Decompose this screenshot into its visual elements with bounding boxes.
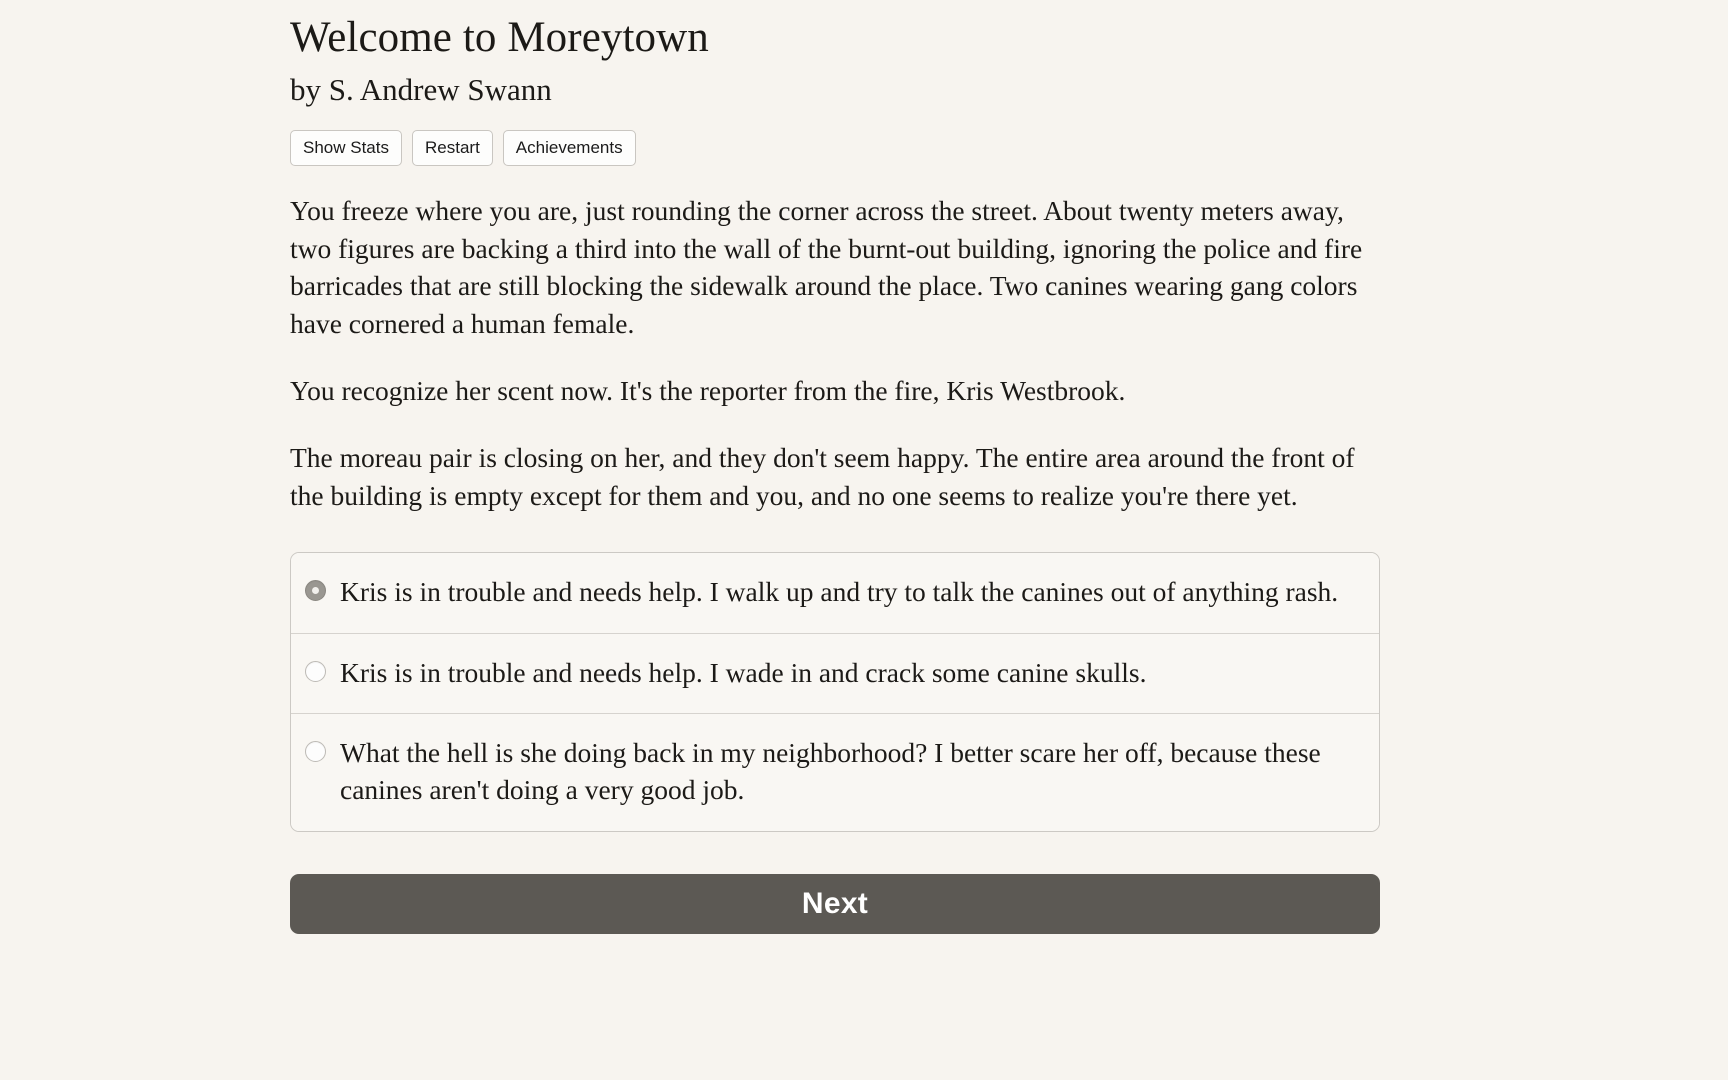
restart-button[interactable]: Restart [412,130,493,166]
page-title: Welcome to Moreytown [290,14,709,61]
achievements-button[interactable]: Achievements [503,130,636,166]
choice-list [290,552,1380,832]
content-column [290,14,1450,934]
story-text [290,192,1450,514]
next-button[interactable]: Next [290,874,1380,934]
show-stats-button[interactable]: Show Stats [290,130,402,166]
radio-button-icon[interactable] [305,661,326,682]
choice-option-label: Kris is in trouble and needs help. I walk up and try to talk the canines out of anything rash. [340,576,1339,608]
choice-option[interactable] [291,714,1379,831]
story-paragraph: The moreau pair is closing on her, and they don't seem happy. The entire area around the front of the building is empty except for them and you, and no one seems to realize you're there yet. [290,442,1355,511]
story-paragraph: You recognize her scent now. It's the reporter from the fire, Kris Westbrook. [290,375,1126,407]
choice-option[interactable] [291,553,1379,633]
radio-button-icon[interactable] [305,580,326,601]
author-byline: by S. Andrew Swann [290,72,552,108]
choice-option-label: Kris is in trouble and needs help. I wade in and crack some canine skulls. [340,656,1147,688]
radio-button-icon[interactable] [305,741,326,762]
choice-option-label: What the hell is she doing back in my neighborhood? I better scare her off, because these canines aren't doing a very good job. [340,737,1321,806]
story-paragraph: You freeze where you are, just rounding the corner across the street. About twenty meters away, two figures are backing a third into the wall of the burnt-out building, ignoring the police and fire barricades that are still blocking the sidewalk around the place. Two canines wearing gang colors have cornered a human female. [290,195,1363,339]
toolbar [290,130,1450,166]
choice-option[interactable] [291,634,1379,714]
